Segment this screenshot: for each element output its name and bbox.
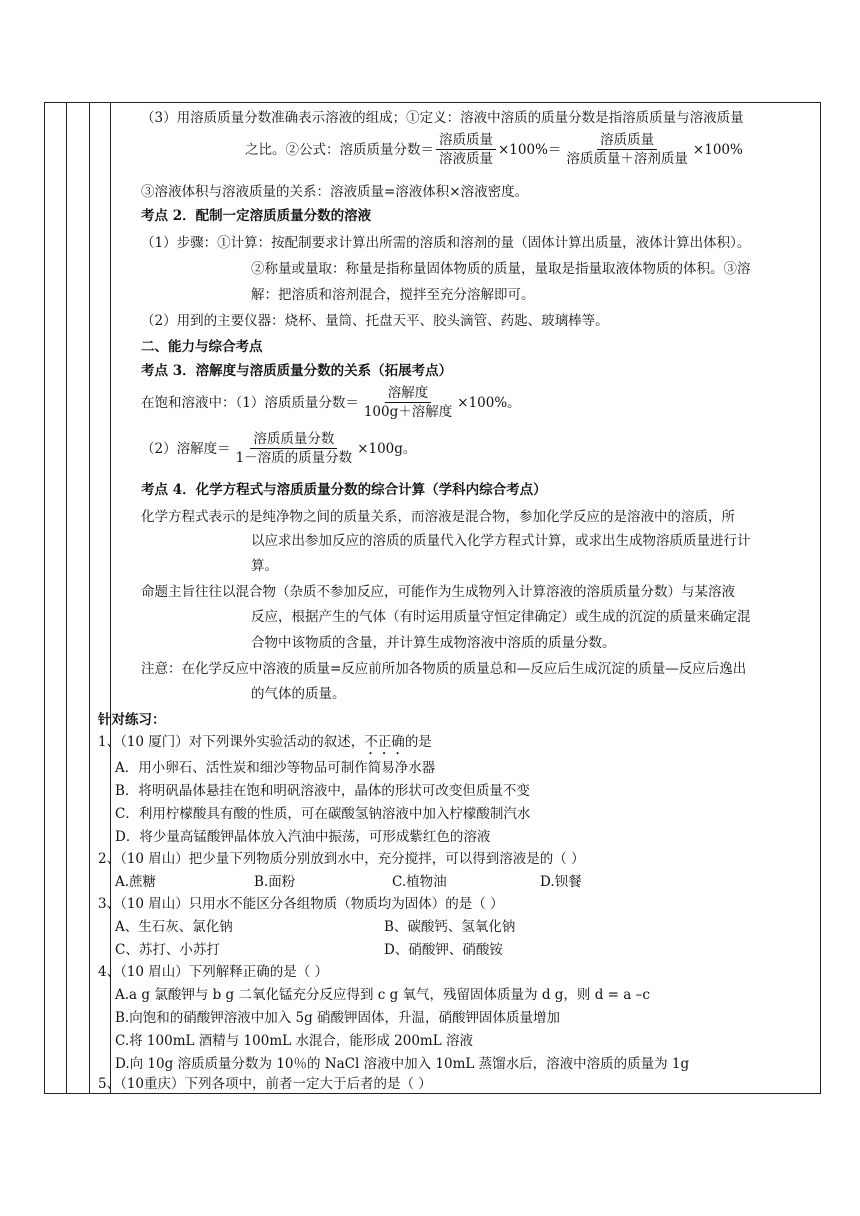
option-text: C．利用柠檬酸具有酸的性质，可在碳酸氢钠溶液中加入柠檬酸制汽水 [115, 806, 531, 822]
practice-heading: 针对练习： [98, 712, 166, 728]
option-text: D.向 10g 溶质质量分数为 10％的 NaCl 溶液中加入 10mL 蒸馏水后，溶液中溶质的质量为 1g [115, 1056, 690, 1072]
text-line: 的气体的质量。 [251, 686, 346, 702]
formula-lhs: 溶解度＝ [176, 440, 231, 457]
text-line: 算。 [251, 558, 278, 574]
section-heading: 考点 2．配制一定溶质质量分数的溶液 [141, 208, 372, 224]
text-line: ③溶液体积与溶液质量的关系：溶液质量=溶液体积×溶液密度。 [141, 184, 529, 200]
denominator: 100g＋溶解度 [363, 404, 453, 420]
section-heading: 考点 3．溶解度与溶质质量分数的关系（拓展考点） [141, 363, 453, 379]
text-line: 在饱和溶液中：（1） [141, 394, 265, 411]
text-line: 以应求出参加反应的溶质的质量代入化学方程式计算，或求出生成物溶质质量进行计 [251, 533, 751, 549]
text-line: （3）用溶质质量分数准确表示溶液的组成；①定义：溶液中溶质的质量分数是指溶质质量与溶液质量 [141, 110, 744, 126]
formula-op: ×100% [692, 141, 743, 158]
question-stem: 5、（10重庆）下列各项中，前者一定大于后者的是（ ） [98, 1076, 432, 1092]
question-stem-text: 的是 [404, 734, 432, 750]
denominator: 溶液质量 [439, 151, 493, 167]
option-text: D.钡餐 [540, 874, 582, 890]
formula-solubility-2 [141, 430, 416, 467]
text-line: 解：把溶质和溶剂混合，搅拌至充分溶解即可。 [251, 287, 535, 303]
text-line: （1）步骤：①计算：按配制要求计算出所需的溶质和溶剂的量（固体计算出质量，液体计算出体积）。 [141, 235, 751, 251]
numerator: 溶质质量分数 [250, 430, 337, 449]
fraction [361, 384, 455, 421]
formula-lhs: 溶质质量分数＝ [264, 394, 359, 411]
formula-op: ×100%＝ [498, 141, 562, 158]
fraction [436, 131, 496, 168]
question-stem [98, 732, 432, 758]
option-text: D、硝酸钾、硝酸铵 [384, 942, 503, 958]
table-column-divider [66, 102, 67, 1094]
text-line: 命题主旨往往以混合物（杂质不参加反应，可能作为生成物列入计算溶液的溶质质量分数）与某溶液 [141, 584, 735, 600]
formula-mass-fraction [245, 131, 743, 168]
option-text: A.a g 氯酸钾与 b g 二氧化锰充分反应得到 c g 氧气，残留固体质量为 d g，则 d = a –c [115, 987, 650, 1003]
option-text: A．用小卵石、活性炭和细沙等物品可制作简易净水器 [115, 760, 436, 776]
option-text: B、碳酸钙、氢氧化钠 [384, 919, 516, 935]
formula-lhs: 溶质质量分数＝ [339, 141, 434, 158]
option-text: C、苏打、小苏打 [115, 942, 220, 958]
denominator: 溶质质量＋溶剂质量 [566, 151, 688, 167]
formula-op: ×100%。 [457, 394, 521, 411]
emphasis-text: 不正确 [364, 734, 405, 750]
option-text: A.蔗糖 [115, 874, 157, 890]
text-line: ②称量或量取：称量是指称量固体物质的质量，量取是指量取液体物质的体积。③溶 [251, 261, 751, 277]
table-column-divider [89, 102, 90, 1094]
option-text: D．将少量高锰酸钾晶体放入汽油中振荡，可形成紫红色的溶液 [115, 829, 491, 845]
text-line: 注意：在化学反应中溶液的质量=反应前所加各物质的质量总和—反应后生成沉淀的质量—反应后逸出 [141, 661, 747, 677]
text-line: 化学方程式表示的是纯净物之间的质量关系，而溶液是混合物，参加化学反应的是溶液中的溶质，所 [141, 509, 735, 525]
option-text: A、生石灰、氯化钠 [115, 919, 233, 935]
question-stem-text: 1、（10 厦门）对下列课外实验活动的叙述， [98, 734, 365, 750]
numerator: 溶质质量 [597, 131, 657, 150]
question-stem: 3、（10 眉山）只用水不能区分各组物质（物质均为固体）的是（ ） [98, 896, 504, 912]
formula-op: ×100g。 [357, 440, 417, 457]
fraction [563, 131, 691, 168]
numerator: 溶质质量 [436, 131, 496, 150]
text-line: 之比。②公式： [245, 141, 340, 158]
question-stem: 4、（10 眉山）下列解释正确的是（ ） [98, 964, 329, 980]
numerator: 溶解度 [385, 384, 432, 403]
option-text: C.植物油 [392, 874, 447, 890]
text-line: 反应，根据产生的气体（有时运用质量守恒定律确定）或生成的沉淀的质量来确定混 [251, 609, 751, 625]
option-text: C.将 100mL 酒精与 100mL 水混合，能形成 200mL 溶液 [115, 1033, 473, 1049]
formula-solubility-1 [141, 384, 521, 421]
option-text: B.面粉 [254, 874, 296, 890]
question-stem: 2、（10 眉山）把少量下列物质分别放到水中，充分搅拌，可以得到溶液是的（ ） [98, 851, 585, 867]
denominator: 1－溶质的质量分数 [235, 450, 353, 466]
section-heading: 二、能力与综合考点 [141, 339, 263, 355]
text-line: （2）用到的主要仪器：烧杯、量筒、托盘天平、胶头滴管、药匙、玻璃棒等。 [141, 313, 609, 329]
option-text: B.向饱和的硝酸钾溶液中加入 5g 硝酸钾固体，升温，硝酸钾固体质量增加 [115, 1010, 561, 1026]
table-column-divider [110, 102, 111, 1094]
option-text: B．将明矾晶体悬挂在饱和明矾溶液中，晶体的形状可改变但质量不变 [115, 783, 530, 799]
fraction [233, 430, 356, 467]
text-line: （2） [141, 440, 177, 457]
section-heading: 考点 4．化学方程式与溶质质量分数的综合计算（学科内综合考点） [141, 482, 547, 498]
text-line: 合物中该物质的含量，并计算生成物溶液中溶质的质量分数。 [251, 635, 616, 651]
